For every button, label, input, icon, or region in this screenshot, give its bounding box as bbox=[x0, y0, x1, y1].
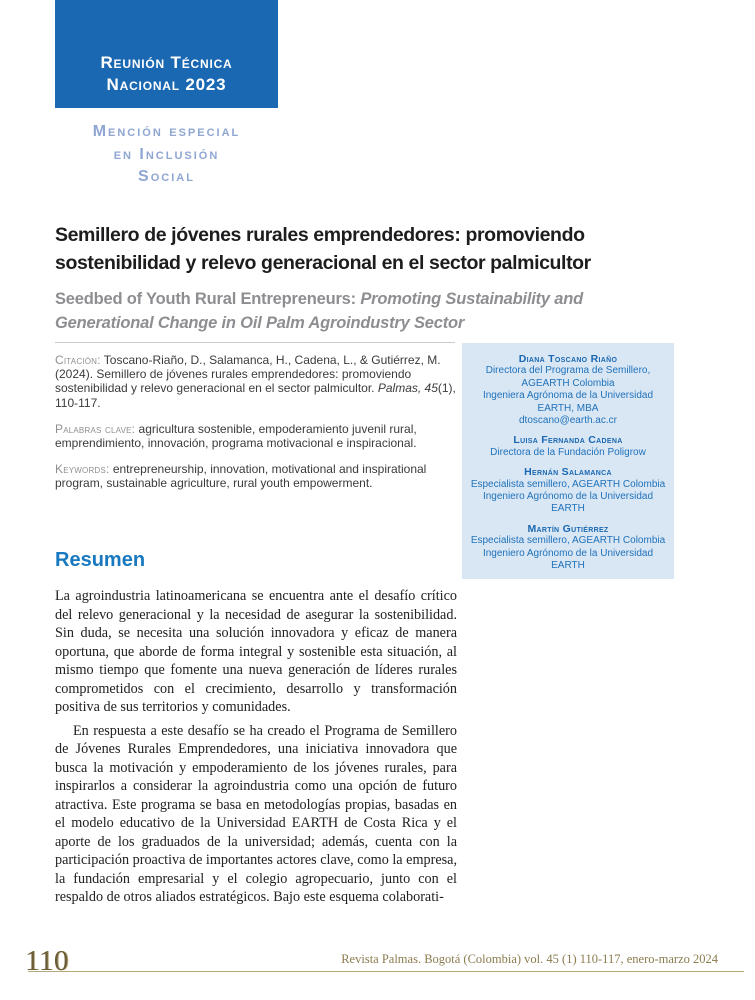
palabras-clave-label: Palabras clave: bbox=[55, 421, 136, 436]
citation-text: Toscano-Riaño, D., Salamanca, H., Cadena, L., & Gutiérrez, M. (2024). Semillero de jóvenes rurales emprendedores: promoviendo sostenibilidad y relevo generacional en el sector palmicultor. bbox=[55, 353, 441, 396]
author-role: Directora del Programa de Semillero, AGEARTH Colombia bbox=[485, 365, 651, 389]
author-email: dtoscano@earth.ac.cr bbox=[519, 415, 617, 427]
article-title-english bbox=[55, 287, 625, 335]
author-role: Especialista semillero, AGEARTH Colombia bbox=[470, 478, 666, 490]
citation-paragraph bbox=[55, 353, 457, 410]
author-role: Especialista semillero, AGEARTH Colombia bbox=[470, 535, 666, 547]
event-badge-line1: Reunión Técnica bbox=[100, 53, 233, 72]
citation-label: Citación: bbox=[55, 353, 101, 367]
article-title-english-roman: Seedbed of Youth Rural Entrepreneurs: bbox=[55, 290, 361, 308]
author-degree: Ingeniero Agrónomo de la Universidad EARTH bbox=[482, 491, 654, 515]
award-mention bbox=[55, 121, 278, 189]
award-mention-line1: Mención especial bbox=[92, 123, 241, 140]
abstract-paragraph-2: En respuesta a este desafío se ha creado el Programa de Semillero de Jóvenes Rurales Emprendedores, una iniciativa innovadora que busca la motivación y empoderamiento de los jóvenes rurales, para inspirarlos a considerar la agroindustria como una opción de futuro atractiva. Este programa se basa en metodologías propias, basadas en el modelo educativo de la Universidad EARTH de Costa Rica y el aporte de los graduados de la universidad; además, cuenta con la participación proactiva de importantes actores clave, como la empresa, la fundación empresarial y el colegio agropecuario, junto con el respaldo de otros aliados estratégicos. Bajo este esquema colaborati- bbox=[55, 722, 457, 905]
author-name: Hernán Salamanca bbox=[524, 466, 612, 479]
citation-pages: (1), 110-117. bbox=[55, 381, 456, 410]
author-block bbox=[466, 466, 670, 516]
abstract-text bbox=[55, 587, 457, 907]
author-name: Diana Toscano Riaño bbox=[518, 353, 618, 365]
award-mention-line3: Social bbox=[138, 168, 195, 185]
citation-journal-italic: Palmas, 45 bbox=[377, 381, 438, 396]
keywords-label: Keywords: bbox=[55, 462, 110, 477]
article-title-spanish: Semillero de jóvenes rurales emprendedores: promoviendo sostenibilidad y relevo generacional en el sector palmicultor bbox=[55, 224, 591, 274]
keywords-paragraph bbox=[55, 462, 457, 490]
authors-box bbox=[462, 343, 674, 579]
palabras-clave-text: agricultura sostenible, empoderamiento juvenil rural, emprendimiento, innovación, programa motivacional e inspiracional. bbox=[55, 421, 417, 451]
event-badge-text bbox=[55, 52, 278, 96]
author-block bbox=[466, 353, 670, 427]
author-block bbox=[466, 434, 670, 459]
abstract-paragraph-1: La agroindustria latinoamericana se encuentra ante el desafío crítico del relevo generacional y la necesidad de asegurar la sostenibilidad. Sin duda, se necesita una solución innovadora y eficaz de manera oportuna, que aborde de forma integral y sostenible esta situación, al mismo tiempo que fomente una nueva generación de líderes rurales comprometidos con el crecimiento, desarrollo y transformación positiva de sus territorios y comunidades. bbox=[55, 588, 457, 715]
award-mention-line2: en Inclusión bbox=[113, 145, 220, 163]
palabras-clave-paragraph bbox=[55, 422, 457, 450]
article-title-english-italic: Promoting Sustainability and Generational Change in Oil Palm Agroindustry Sector bbox=[55, 290, 584, 332]
author-degree: Ingeniero Agrónomo de la Universidad EARTH bbox=[482, 547, 654, 572]
author-block bbox=[466, 523, 670, 573]
event-badge-line2: Nacional 2023 bbox=[106, 75, 227, 94]
abstract-heading: Resumen bbox=[55, 549, 146, 571]
divider-rule bbox=[55, 342, 455, 343]
citation-block bbox=[55, 353, 457, 503]
footer-journal-info: Revista Palmas. Bogotá (Colombia) vol. 45 (1) 110-117, enero-marzo 2024 bbox=[341, 952, 718, 966]
page-number: 110 bbox=[25, 945, 69, 977]
keywords-text: entrepreneurship, innovation, motivational and inspirational program, sustainable agriculture, rural youth empowerment. bbox=[55, 462, 427, 491]
author-name: Luisa Fernanda Cadena bbox=[513, 434, 623, 447]
event-badge bbox=[55, 0, 278, 108]
author-role: Directora de la Fundación Poligrow bbox=[490, 446, 646, 458]
footer-rule bbox=[28, 971, 744, 972]
author-degree: Ingeniera Agrónoma de la Universidad EARTH, MBA bbox=[482, 390, 654, 414]
author-name: Martín Gutiérrez bbox=[527, 522, 609, 535]
